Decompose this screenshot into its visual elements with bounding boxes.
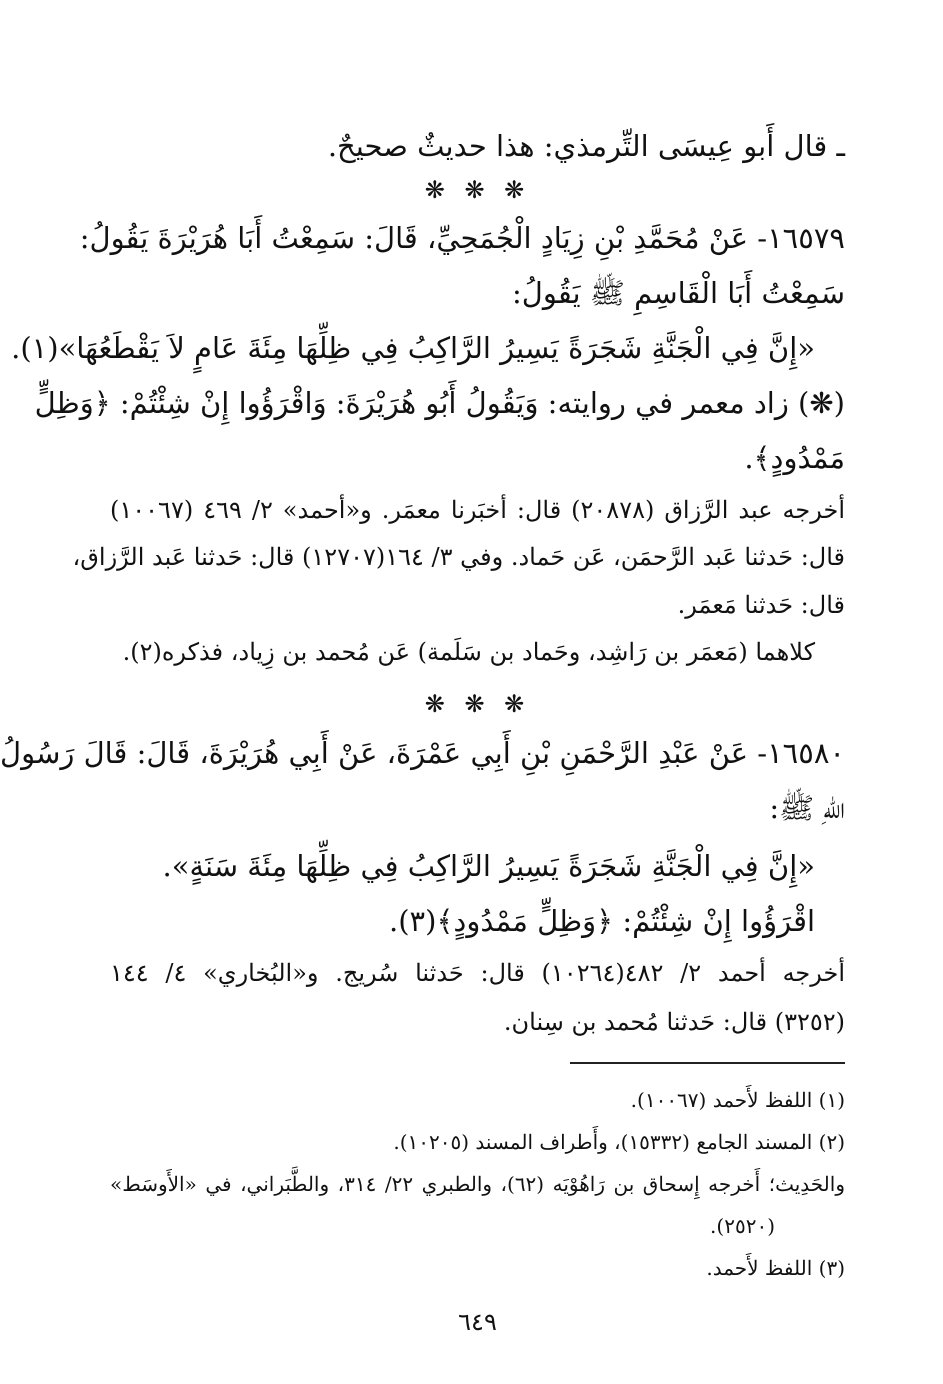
footnote: (١) اللفظ لأَحمد (١٠٠٦٧). xyxy=(630,1088,845,1112)
takhrij-line: (٣٢٥٢) قال: حَدثنا مُحمد بن سِنان. xyxy=(503,1008,845,1036)
text-line: اللهِ ﷺ: xyxy=(769,791,845,825)
text-line: (❋) زاد معمر في روايته: وَيَقُولُ أَبُو هُرَيْرَةَ: وَاقْرَؤُوا إِنْ شِئْتُمْ: ﴿وَظِلٍّ xyxy=(34,386,845,420)
footnote: (٢) المسند الجامع (١٥٣٣٢)، وأَطراف المسند (١٠٢٠٥). xyxy=(393,1130,845,1154)
hadith-heading-16580: ١٦٥٨٠- عَنْ عَبْدِ الرَّحْمَنِ بْنِ أَبِي عَمْرَةَ، عَنْ أَبِي هُرَيْرَةَ، قَالَ: قَالَ رَسُولُ xyxy=(0,736,845,770)
hadith-text: «إِنَّ فِي الْجَنَّةِ شَجَرَةً يَسِيرُ الرَّاكِبُ فِي ظِلِّهَا مِئَةَ عَامٍ لاَ يَقْطَعُهَا»(١). xyxy=(11,331,815,365)
hadith-heading-16579: ١٦٥٧٩- عَنْ مُحَمَّدِ بْنِ زِيَادٍ الْجُمَحِيِّ، قَالَ: سَمِعْتُ أَبَا هُرَيْرَةَ يَقُولُ: xyxy=(79,221,845,255)
takhrij-line: كلاهما (مَعمَر بن رَاشِد، وحَماد بن سَلَمة) عَن مُحمد بن زِياد، فذكره(٢). xyxy=(122,638,815,666)
hadith-text: اقْرَؤُوا إِنْ شِئْتُمْ: ﴿وَظِلٍّ مَمْدُودٍ﴾(٣). xyxy=(389,904,815,938)
footnote-rule xyxy=(570,1062,845,1064)
section-separator: ❋ ❋ ❋ xyxy=(424,176,531,204)
text-line: مَمْدُودٍ﴾. xyxy=(744,441,845,475)
takhrij-line: أخرجه أحمد ٢/ ٤٨٢(١٠٢٦٤) قال: حَدثنا سُريج. و«البُخاري» ٤/ ١٤٤ xyxy=(110,959,846,987)
text-line: ـ قال أَبو عِيسَى التِّرمذي: هذا حديثٌ صحيحٌ. xyxy=(327,129,845,163)
footnote: (٢٥٢٠). xyxy=(710,1214,775,1238)
footnote: (٣) اللفظ لأَحمد. xyxy=(706,1256,845,1280)
takhrij-line: قال: حَدثنا مَعمَر. xyxy=(677,591,845,619)
section-separator: ❋ ❋ ❋ xyxy=(424,690,531,718)
page-number: ٦٤٩ xyxy=(458,1308,497,1336)
takhrij-line: أخرجه عبد الرَّزاق (٢٠٨٧٨) قال: أخبَرنا معمَر. و«أحمد» ٢/ ٤٦٩ (١٠٠٦٧) xyxy=(110,496,845,524)
footnote: والحَدِيث؛ أَخرجه إِسحاق بن رَاهُوْيَه (٦٢)، والطبري ٢٢/ ٣١٤، والطَّبَراني، في «الأَوسَط» xyxy=(110,1172,845,1196)
text-line: سَمِعْتُ أَبَا الْقَاسِمِ ﷺ يَقُولُ: xyxy=(512,276,845,310)
hadith-text: «إِنَّ فِي الْجَنَّةِ شَجَرَةً يَسِيرُ الرَّاكِبُ فِي ظِلِّهَا مِئَةَ سَنَةٍ». xyxy=(162,849,815,883)
takhrij-line: قال: حَدثنا عَبد الرَّحمَن، عَن حَماد. وفي ٣/ ١٦٤(١٢٧٠٧) قال: حَدثنا عَبد الرَّزاق، xyxy=(72,543,845,571)
